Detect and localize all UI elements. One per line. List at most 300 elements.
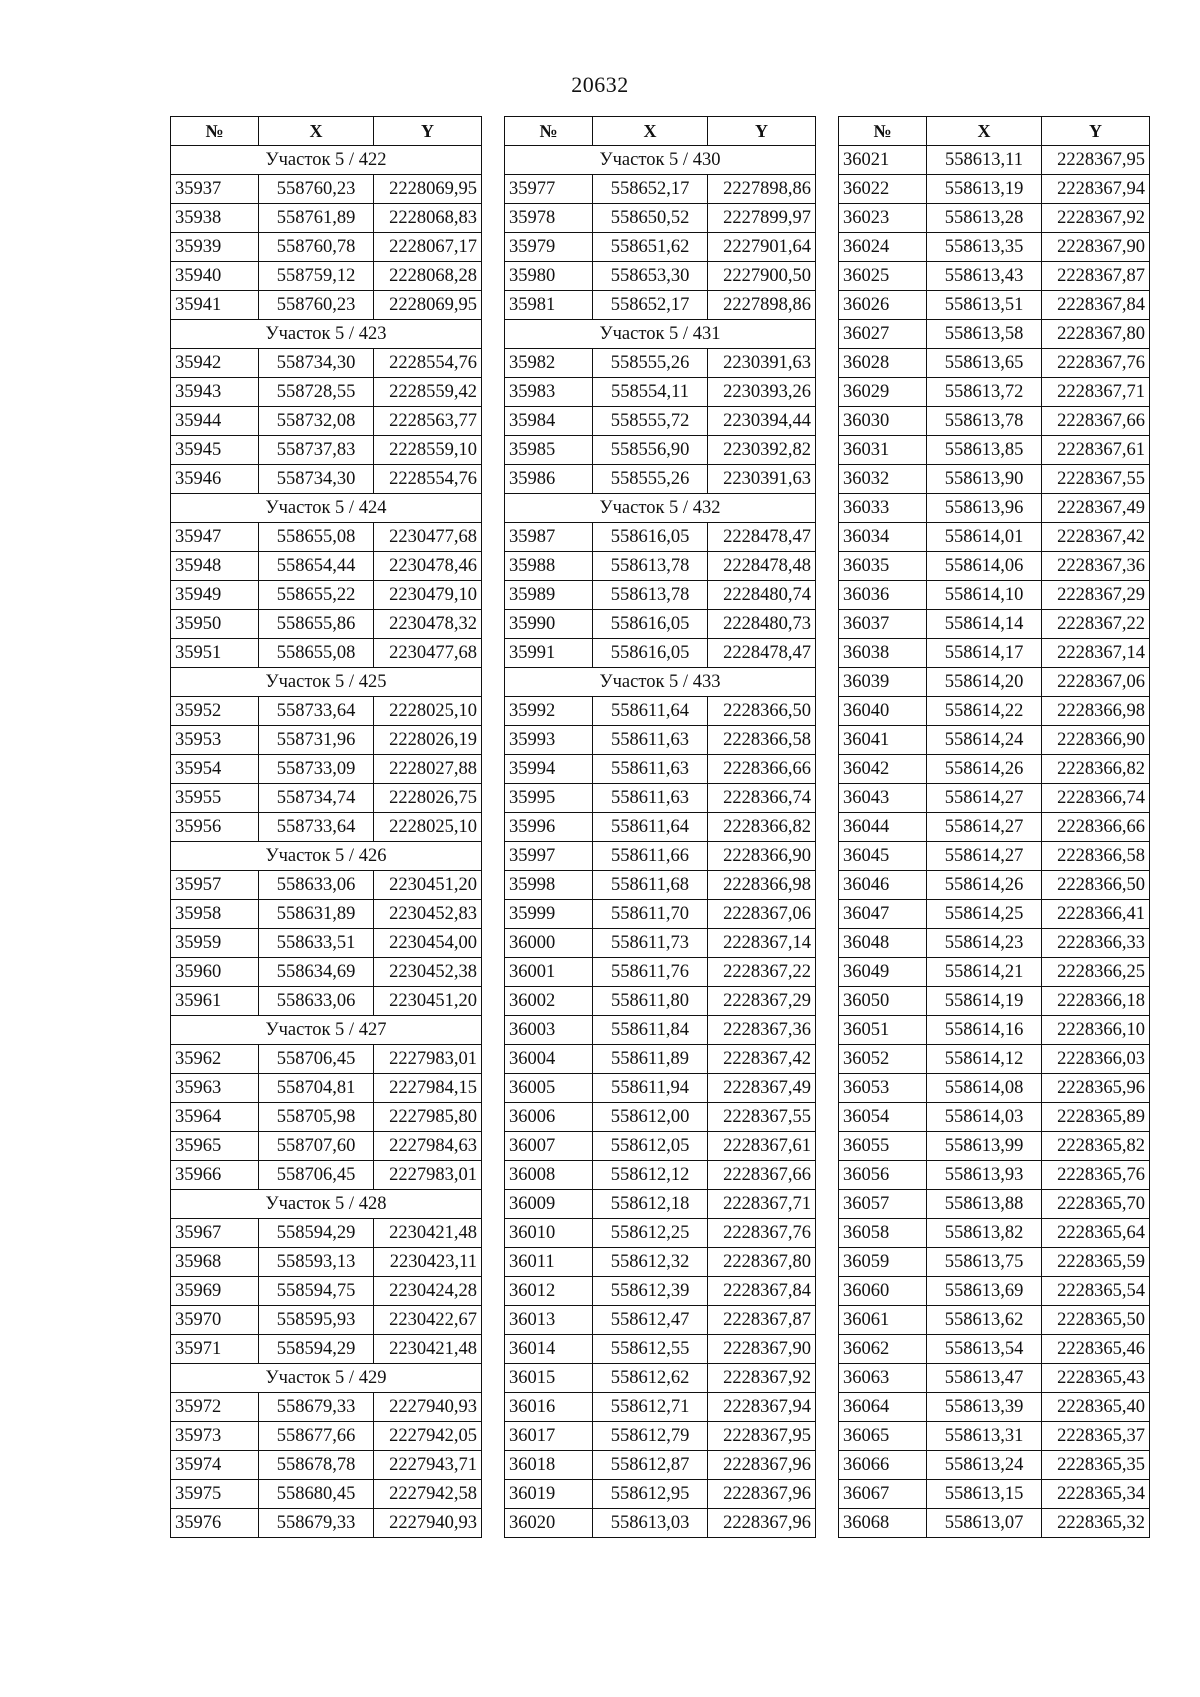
point-number-cell: 35960 <box>171 958 259 987</box>
table-row <box>505 233 816 262</box>
table-row <box>171 262 482 291</box>
table-row <box>839 726 1150 755</box>
point-number-cell: 35990 <box>505 610 593 639</box>
table-row <box>505 1480 816 1509</box>
point-number-cell: 35980 <box>505 262 593 291</box>
point-number-cell: 36052 <box>839 1045 927 1074</box>
point-number-cell: 36054 <box>839 1103 927 1132</box>
x-coordinate-cell: 558555,26 <box>593 349 708 378</box>
y-coordinate-cell: 2227901,64 <box>708 233 816 262</box>
table-row <box>839 1277 1150 1306</box>
x-coordinate-cell: 558616,05 <box>593 523 708 552</box>
point-number-cell: 36057 <box>839 1190 927 1219</box>
x-coordinate-cell: 558614,27 <box>927 784 1042 813</box>
table-row <box>505 987 816 1016</box>
section-header-row <box>171 146 482 175</box>
y-coordinate-cell: 2230478,46 <box>374 552 482 581</box>
point-number-cell: 35971 <box>171 1335 259 1364</box>
x-coordinate-cell: 558613,65 <box>927 349 1042 378</box>
x-coordinate-cell: 558612,18 <box>593 1190 708 1219</box>
y-coordinate-cell: 2228366,41 <box>1042 900 1150 929</box>
x-coordinate-cell: 558614,17 <box>927 639 1042 668</box>
y-coordinate-cell: 2228068,28 <box>374 262 482 291</box>
x-coordinate-cell: 558651,62 <box>593 233 708 262</box>
section-header-row <box>505 494 816 523</box>
y-coordinate-cell: 2228367,90 <box>708 1335 816 1364</box>
point-number-cell: 35959 <box>171 929 259 958</box>
point-number-cell: 36029 <box>839 378 927 407</box>
y-coordinate-cell: 2228366,98 <box>708 871 816 900</box>
x-coordinate-cell: 558707,60 <box>259 1132 374 1161</box>
table-row <box>505 610 816 639</box>
point-number-cell: 35940 <box>171 262 259 291</box>
point-number-cell: 36010 <box>505 1219 593 1248</box>
y-coordinate-cell: 2228367,71 <box>1042 378 1150 407</box>
table-row <box>505 1306 816 1335</box>
y-coordinate-cell: 2228068,83 <box>374 204 482 233</box>
x-coordinate-cell: 558612,47 <box>593 1306 708 1335</box>
table-row <box>839 639 1150 668</box>
y-coordinate-cell: 2228025,10 <box>374 813 482 842</box>
x-coordinate-cell: 558611,89 <box>593 1045 708 1074</box>
point-number-cell: 36067 <box>839 1480 927 1509</box>
point-number-cell: 36016 <box>505 1393 593 1422</box>
point-number-cell: 35972 <box>171 1393 259 1422</box>
y-coordinate-cell: 2228365,50 <box>1042 1306 1150 1335</box>
x-coordinate-cell: 558613,96 <box>927 494 1042 523</box>
point-number-cell: 35955 <box>171 784 259 813</box>
table-row <box>505 726 816 755</box>
point-number-cell: 35944 <box>171 407 259 436</box>
x-coordinate-cell: 558679,33 <box>259 1509 374 1538</box>
point-number-cell: 36002 <box>505 987 593 1016</box>
x-coordinate-cell: 558613,78 <box>593 552 708 581</box>
x-coordinate-cell: 558613,54 <box>927 1335 1042 1364</box>
x-coordinate-cell: 558612,25 <box>593 1219 708 1248</box>
x-coordinate-cell: 558613,07 <box>927 1509 1042 1538</box>
section-title: Участок 5 / 423 <box>171 320 482 349</box>
y-coordinate-cell: 2230394,44 <box>708 407 816 436</box>
table-row <box>839 1190 1150 1219</box>
y-coordinate-cell: 2230477,68 <box>374 523 482 552</box>
x-coordinate-cell: 558613,69 <box>927 1277 1042 1306</box>
table-row <box>505 871 816 900</box>
table-row <box>839 1393 1150 1422</box>
point-number-cell: 35948 <box>171 552 259 581</box>
table-row <box>171 900 482 929</box>
point-number-cell: 36031 <box>839 436 927 465</box>
table-row <box>839 291 1150 320</box>
point-number-cell: 35943 <box>171 378 259 407</box>
point-number-cell: 36030 <box>839 407 927 436</box>
x-coordinate-cell: 558611,64 <box>593 697 708 726</box>
y-coordinate-cell: 2230391,63 <box>708 465 816 494</box>
table-row <box>171 1480 482 1509</box>
x-coordinate-cell: 558737,83 <box>259 436 374 465</box>
y-coordinate-cell: 2230451,20 <box>374 871 482 900</box>
point-number-cell: 35958 <box>171 900 259 929</box>
y-coordinate-cell: 2228367,22 <box>1042 610 1150 639</box>
x-coordinate-cell: 558706,45 <box>259 1045 374 1074</box>
table-row <box>505 523 816 552</box>
section-title: Участок 5 / 430 <box>505 146 816 175</box>
y-coordinate-cell: 2228366,50 <box>1042 871 1150 900</box>
x-coordinate-cell: 558731,96 <box>259 726 374 755</box>
y-coordinate-cell: 2228069,95 <box>374 291 482 320</box>
point-number-cell: 35996 <box>505 813 593 842</box>
x-coordinate-cell: 558613,47 <box>927 1364 1042 1393</box>
y-coordinate-cell: 2228367,84 <box>708 1277 816 1306</box>
x-coordinate-cell: 558655,08 <box>259 639 374 668</box>
table-row <box>505 204 816 233</box>
x-coordinate-cell: 558614,27 <box>927 842 1042 871</box>
y-coordinate-cell: 2228367,61 <box>708 1132 816 1161</box>
y-coordinate-cell: 2227983,01 <box>374 1045 482 1074</box>
table-row <box>839 958 1150 987</box>
x-coordinate-cell: 558614,26 <box>927 871 1042 900</box>
point-number-cell: 36006 <box>505 1103 593 1132</box>
x-coordinate-cell: 558613,99 <box>927 1132 1042 1161</box>
point-number-cell: 36009 <box>505 1190 593 1219</box>
table-row <box>505 1016 816 1045</box>
x-coordinate-cell: 558611,63 <box>593 784 708 813</box>
x-coordinate-cell: 558614,26 <box>927 755 1042 784</box>
y-coordinate-cell: 2228367,96 <box>708 1451 816 1480</box>
y-coordinate-cell: 2228367,80 <box>1042 320 1150 349</box>
x-coordinate-cell: 558614,22 <box>927 697 1042 726</box>
x-coordinate-cell: 558612,00 <box>593 1103 708 1132</box>
y-coordinate-cell: 2230452,83 <box>374 900 482 929</box>
table-row <box>839 407 1150 436</box>
y-coordinate-cell: 2228367,76 <box>708 1219 816 1248</box>
point-number-cell: 35987 <box>505 523 593 552</box>
y-coordinate-cell: 2230421,48 <box>374 1219 482 1248</box>
table-row <box>171 1219 482 1248</box>
point-number-cell: 35938 <box>171 204 259 233</box>
table-row <box>171 465 482 494</box>
table-row <box>839 1132 1150 1161</box>
table-row <box>839 1045 1150 1074</box>
table-row <box>171 987 482 1016</box>
column-header-y: Y <box>708 117 816 146</box>
x-coordinate-cell: 558611,84 <box>593 1016 708 1045</box>
table-row <box>505 1161 816 1190</box>
x-coordinate-cell: 558653,30 <box>593 262 708 291</box>
y-coordinate-cell: 2228367,96 <box>708 1480 816 1509</box>
y-coordinate-cell: 2228367,94 <box>708 1393 816 1422</box>
table-row <box>839 523 1150 552</box>
table-row <box>505 1190 816 1219</box>
table-row <box>505 1248 816 1277</box>
table-row <box>171 1509 482 1538</box>
point-number-cell: 36032 <box>839 465 927 494</box>
x-coordinate-cell: 558613,82 <box>927 1219 1042 1248</box>
x-coordinate-cell: 558655,86 <box>259 610 374 639</box>
table-row <box>839 1306 1150 1335</box>
y-coordinate-cell: 2228367,92 <box>708 1364 816 1393</box>
table-row <box>839 262 1150 291</box>
x-coordinate-cell: 558613,93 <box>927 1161 1042 1190</box>
x-coordinate-cell: 558612,55 <box>593 1335 708 1364</box>
section-header-row <box>505 668 816 697</box>
point-number-cell: 36051 <box>839 1016 927 1045</box>
y-coordinate-cell: 2230478,32 <box>374 610 482 639</box>
y-coordinate-cell: 2228366,82 <box>708 813 816 842</box>
table-row <box>171 1393 482 1422</box>
table-row <box>171 378 482 407</box>
section-header-row <box>171 494 482 523</box>
section-header-row <box>171 1364 482 1393</box>
x-coordinate-cell: 558611,64 <box>593 813 708 842</box>
y-coordinate-cell: 2228367,92 <box>1042 204 1150 233</box>
table-row <box>171 610 482 639</box>
x-coordinate-cell: 558760,23 <box>259 291 374 320</box>
point-number-cell: 36066 <box>839 1451 927 1480</box>
y-coordinate-cell: 2228366,90 <box>1042 726 1150 755</box>
x-coordinate-cell: 558616,05 <box>593 639 708 668</box>
point-number-cell: 36028 <box>839 349 927 378</box>
y-coordinate-cell: 2228367,87 <box>708 1306 816 1335</box>
y-coordinate-cell: 2228366,90 <box>708 842 816 871</box>
table-row <box>171 784 482 813</box>
x-coordinate-cell: 558760,78 <box>259 233 374 262</box>
table-row <box>171 871 482 900</box>
section-title: Участок 5 / 425 <box>171 668 482 697</box>
point-number-cell: 35969 <box>171 1277 259 1306</box>
x-coordinate-cell: 558614,03 <box>927 1103 1042 1132</box>
x-coordinate-cell: 558612,39 <box>593 1277 708 1306</box>
table-header-row <box>171 117 482 146</box>
coordinates-table-left <box>170 116 482 1538</box>
y-coordinate-cell: 2227942,58 <box>374 1480 482 1509</box>
table-row <box>839 871 1150 900</box>
x-coordinate-cell: 558611,66 <box>593 842 708 871</box>
y-coordinate-cell: 2228365,37 <box>1042 1422 1150 1451</box>
table-row <box>505 1103 816 1132</box>
point-number-cell: 35979 <box>505 233 593 262</box>
column-header-x: X <box>259 117 374 146</box>
x-coordinate-cell: 558614,24 <box>927 726 1042 755</box>
section-header-row <box>505 320 816 349</box>
table-row <box>839 1016 1150 1045</box>
table-row <box>505 929 816 958</box>
column-header-y: Y <box>1042 117 1150 146</box>
point-number-cell: 36062 <box>839 1335 927 1364</box>
table-row <box>505 697 816 726</box>
table-row <box>505 1422 816 1451</box>
point-number-cell: 35965 <box>171 1132 259 1161</box>
table-row <box>505 639 816 668</box>
section-header-row <box>171 1190 482 1219</box>
table-row <box>839 1161 1150 1190</box>
x-coordinate-cell: 558612,95 <box>593 1480 708 1509</box>
point-number-cell: 35978 <box>505 204 593 233</box>
table-row <box>171 581 482 610</box>
point-number-cell: 36037 <box>839 610 927 639</box>
y-coordinate-cell: 2228365,89 <box>1042 1103 1150 1132</box>
point-number-cell: 36022 <box>839 175 927 204</box>
table-row <box>171 813 482 842</box>
y-coordinate-cell: 2230423,11 <box>374 1248 482 1277</box>
point-number-cell: 36000 <box>505 929 593 958</box>
table-row <box>839 349 1150 378</box>
y-coordinate-cell: 2228559,10 <box>374 436 482 465</box>
y-coordinate-cell: 2228366,33 <box>1042 929 1150 958</box>
x-coordinate-cell: 558594,29 <box>259 1219 374 1248</box>
y-coordinate-cell: 2228366,66 <box>708 755 816 784</box>
y-coordinate-cell: 2228559,42 <box>374 378 482 407</box>
point-number-cell: 36046 <box>839 871 927 900</box>
y-coordinate-cell: 2228367,14 <box>1042 639 1150 668</box>
table-row <box>171 523 482 552</box>
y-coordinate-cell: 2228367,55 <box>708 1103 816 1132</box>
table-row <box>839 668 1150 697</box>
table-row <box>505 1393 816 1422</box>
point-number-cell: 35998 <box>505 871 593 900</box>
point-number-cell: 36005 <box>505 1074 593 1103</box>
point-number-cell: 35985 <box>505 436 593 465</box>
section-title: Участок 5 / 428 <box>171 1190 482 1219</box>
y-coordinate-cell: 2230454,00 <box>374 929 482 958</box>
y-coordinate-cell: 2228563,77 <box>374 407 482 436</box>
table-row <box>505 291 816 320</box>
x-coordinate-cell: 558613,28 <box>927 204 1042 233</box>
y-coordinate-cell: 2228480,74 <box>708 581 816 610</box>
table-row <box>505 1074 816 1103</box>
y-coordinate-cell: 2228366,18 <box>1042 987 1150 1016</box>
x-coordinate-cell: 558614,21 <box>927 958 1042 987</box>
x-coordinate-cell: 558614,19 <box>927 987 1042 1016</box>
y-coordinate-cell: 2228367,96 <box>708 1509 816 1538</box>
section-header-row <box>171 668 482 697</box>
y-coordinate-cell: 2228367,95 <box>708 1422 816 1451</box>
table-row <box>839 494 1150 523</box>
point-number-cell: 36059 <box>839 1248 927 1277</box>
y-coordinate-cell: 2228027,88 <box>374 755 482 784</box>
table-row <box>839 813 1150 842</box>
y-coordinate-cell: 2228367,80 <box>708 1248 816 1277</box>
point-number-cell: 36011 <box>505 1248 593 1277</box>
table-row <box>505 755 816 784</box>
y-coordinate-cell: 2227984,63 <box>374 1132 482 1161</box>
x-coordinate-cell: 558633,06 <box>259 871 374 900</box>
table-row <box>839 378 1150 407</box>
y-coordinate-cell: 2228367,87 <box>1042 262 1150 291</box>
point-number-cell: 35954 <box>171 755 259 784</box>
point-number-cell: 36015 <box>505 1364 593 1393</box>
point-number-cell: 36027 <box>839 320 927 349</box>
point-number-cell: 35997 <box>505 842 593 871</box>
y-coordinate-cell: 2228365,59 <box>1042 1248 1150 1277</box>
y-coordinate-cell: 2228365,76 <box>1042 1161 1150 1190</box>
column-header-x: X <box>927 117 1042 146</box>
x-coordinate-cell: 558655,22 <box>259 581 374 610</box>
y-coordinate-cell: 2228554,76 <box>374 465 482 494</box>
x-coordinate-cell: 558595,93 <box>259 1306 374 1335</box>
y-coordinate-cell: 2228366,58 <box>1042 842 1150 871</box>
point-number-cell: 36012 <box>505 1277 593 1306</box>
x-coordinate-cell: 558733,64 <box>259 813 374 842</box>
point-number-cell: 35989 <box>505 581 593 610</box>
point-number-cell: 35949 <box>171 581 259 610</box>
point-number-cell: 36048 <box>839 929 927 958</box>
y-coordinate-cell: 2227985,80 <box>374 1103 482 1132</box>
table-row <box>171 1074 482 1103</box>
y-coordinate-cell: 2228365,40 <box>1042 1393 1150 1422</box>
table-header-row <box>839 117 1150 146</box>
table-row <box>839 1422 1150 1451</box>
table-row <box>505 813 816 842</box>
x-coordinate-cell: 558613,58 <box>927 320 1042 349</box>
y-coordinate-cell: 2228366,03 <box>1042 1045 1150 1074</box>
x-coordinate-cell: 558733,64 <box>259 697 374 726</box>
point-number-cell: 36020 <box>505 1509 593 1538</box>
y-coordinate-cell: 2228367,36 <box>1042 552 1150 581</box>
table-row <box>171 1451 482 1480</box>
y-coordinate-cell: 2228366,50 <box>708 697 816 726</box>
table-row <box>839 552 1150 581</box>
table-row <box>171 204 482 233</box>
x-coordinate-cell: 558616,05 <box>593 610 708 639</box>
point-number-cell: 35974 <box>171 1451 259 1480</box>
x-coordinate-cell: 558611,80 <box>593 987 708 1016</box>
point-number-cell: 36055 <box>839 1132 927 1161</box>
y-coordinate-cell: 2228366,66 <box>1042 813 1150 842</box>
table-row <box>171 929 482 958</box>
table-row <box>839 436 1150 465</box>
point-number-cell: 36001 <box>505 958 593 987</box>
y-coordinate-cell: 2227940,93 <box>374 1509 482 1538</box>
table-row <box>839 900 1150 929</box>
y-coordinate-cell: 2228026,75 <box>374 784 482 813</box>
point-number-cell: 35992 <box>505 697 593 726</box>
table-row <box>839 610 1150 639</box>
point-number-cell: 36003 <box>505 1016 593 1045</box>
point-number-cell: 35946 <box>171 465 259 494</box>
y-coordinate-cell: 2228367,22 <box>708 958 816 987</box>
point-number-cell: 36007 <box>505 1132 593 1161</box>
x-coordinate-cell: 558612,12 <box>593 1161 708 1190</box>
y-coordinate-cell: 2228366,25 <box>1042 958 1150 987</box>
y-coordinate-cell: 2228367,49 <box>1042 494 1150 523</box>
x-coordinate-cell: 558613,24 <box>927 1451 1042 1480</box>
x-coordinate-cell: 558613,43 <box>927 262 1042 291</box>
point-number-cell: 35941 <box>171 291 259 320</box>
x-coordinate-cell: 558612,62 <box>593 1364 708 1393</box>
x-coordinate-cell: 558613,62 <box>927 1306 1042 1335</box>
table-row <box>171 755 482 784</box>
point-number-cell: 36040 <box>839 697 927 726</box>
x-coordinate-cell: 558614,01 <box>927 523 1042 552</box>
y-coordinate-cell: 2228367,42 <box>1042 523 1150 552</box>
point-number-cell: 35995 <box>505 784 593 813</box>
x-coordinate-cell: 558613,15 <box>927 1480 1042 1509</box>
column-header-y: Y <box>374 117 482 146</box>
table-row <box>171 1132 482 1161</box>
y-coordinate-cell: 2228366,58 <box>708 726 816 755</box>
y-coordinate-cell: 2228367,29 <box>1042 581 1150 610</box>
point-number-cell: 36023 <box>839 204 927 233</box>
x-coordinate-cell: 558556,90 <box>593 436 708 465</box>
table-row <box>839 1219 1150 1248</box>
point-number-cell: 36053 <box>839 1074 927 1103</box>
x-coordinate-cell: 558614,06 <box>927 552 1042 581</box>
point-number-cell: 35962 <box>171 1045 259 1074</box>
x-coordinate-cell: 558611,76 <box>593 958 708 987</box>
table-row <box>171 1306 482 1335</box>
section-header-row <box>171 320 482 349</box>
point-number-cell: 36025 <box>839 262 927 291</box>
